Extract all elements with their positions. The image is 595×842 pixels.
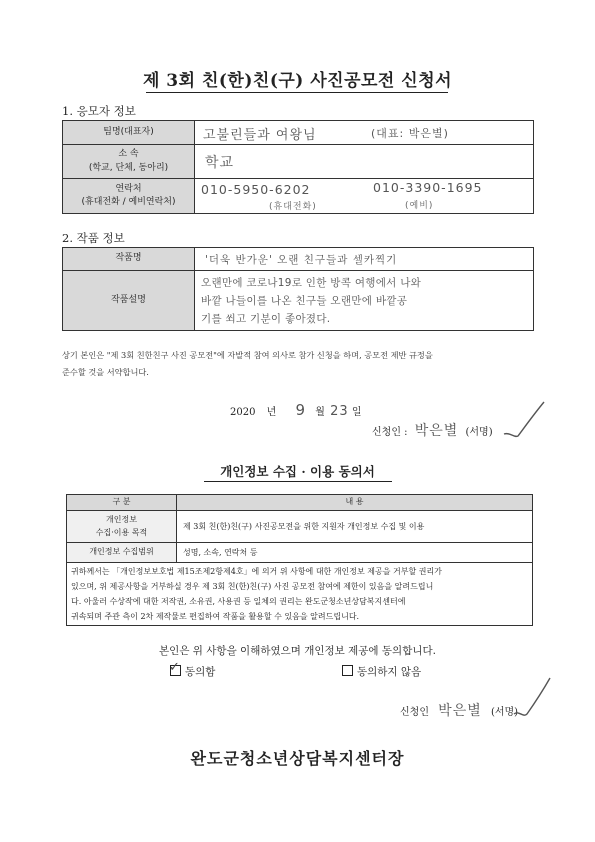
applicant2-seal: (서명) (490, 707, 519, 718)
affiliation-value: 학교 (205, 154, 235, 171)
date-year: 2020 (230, 407, 256, 418)
pledge-line2: 준수할 것을 서약합니다. (62, 367, 149, 377)
team-label: 팀명(대표자) (63, 121, 195, 145)
date-day-unit: 일 (351, 407, 362, 418)
consent-notice (67, 563, 533, 626)
applicant-name[interactable]: 박은별 (414, 423, 459, 439)
work-title-label: 작품명 (63, 248, 195, 271)
team-value: 고불린들과 여왕님 (203, 128, 317, 143)
contact-label-line2: (휴대전화 / 예비연락처) (81, 197, 176, 207)
pledge-statement (62, 347, 542, 381)
disagree-option[interactable] (342, 664, 421, 679)
affiliation-label-line2: (학교, 단체, 동아리) (88, 162, 169, 173)
check-mark-icon: ✓ (169, 660, 180, 675)
date-year-unit: 년 (266, 407, 277, 418)
consent-title: 개인정보 수집 · 이용 동의서 (220, 464, 375, 479)
consent-question: 본인은 위 사항을 이해하였으며 개인정보 제공에 동의합니다. (159, 645, 436, 657)
signature2-stroke-icon (510, 674, 554, 720)
date-month-unit: 월 (315, 407, 325, 418)
consent-row1-value: 제 3회 친(한)친(구) 사진공모전을 위한 지원자 개인정보 수집 및 이용 (177, 511, 533, 543)
affiliation-label-line1: 소 속 (118, 149, 139, 159)
date-day[interactable]: 23 (330, 404, 349, 419)
applicant-info-table (62, 120, 534, 214)
page-title: 제 3회 친(한)친(구) 사진공모전 신청서 (142, 71, 453, 91)
signature-stroke-icon (500, 398, 548, 442)
consent-header-col2: 내 용 (177, 495, 533, 511)
consent-row1-label (67, 511, 177, 543)
notice-line2: 있으며, 위 제공사항을 거부하실 경우 제 3회 친(한)친(구) 사진 공모전 참여에 제한이 있음을 알려드립니 (71, 582, 434, 591)
work-desc-line3: 기를 쐬고 기분이 좋아졌다. (201, 312, 331, 325)
consent-row2-value: 성명, 소속, 연락처 등 (177, 543, 533, 563)
pledge-line1: 상기 본인은 "제 3회 친한친구 사진 공모전"에 자발적 참여 의사로 참가 신청을 하며, 공모전 제반 규정을 (62, 350, 433, 360)
affiliation-value-cell[interactable] (195, 145, 534, 179)
consent-row1-label-line2: 수집·이용 목적 (95, 527, 148, 537)
contact-spare-note: (예비) (405, 201, 434, 211)
consent-header-col1: 구 분 (67, 495, 177, 511)
section2-heading: 2. 작품 정보 (62, 231, 125, 245)
title-underline (146, 92, 448, 93)
work-desc-line2: 바깥 나들이를 나온 친구들 오랜만에 바깥공 (201, 294, 408, 307)
work-info-table (62, 247, 534, 331)
submission-date (230, 401, 362, 419)
contact-label (63, 179, 195, 214)
contact-spare: 010-3390-1695 (373, 180, 483, 195)
work-desc-cell[interactable] (195, 271, 534, 331)
contact-phone-note: (휴대전화) (269, 202, 317, 212)
team-rep: (대표: 박은별) (371, 127, 449, 140)
agree-checkbox[interactable] (169, 660, 181, 676)
disagree-label: 동의하지 않음 (357, 666, 422, 678)
consent-row1-label-line1: 개인정보 (106, 514, 137, 524)
affiliation-label (63, 145, 195, 179)
work-desc-line1: 오랜만에 코로나19로 인한 방콕 여행에서 나와 (201, 276, 422, 289)
team-value-cell[interactable] (195, 121, 534, 145)
contact-phone: 010-5950-6202 (201, 182, 311, 197)
work-title-value: '더욱 반가운' 오랜 친구들과 셀카찍기 (205, 253, 398, 266)
contact-value-cell[interactable] (195, 179, 534, 214)
applicant-signature (372, 420, 493, 440)
consent-row2-label: 개인정보 수집범위 (67, 543, 177, 563)
consent-table (66, 494, 533, 626)
footer-organization: 완도군청소년상담복지센터장 (190, 749, 405, 768)
agree-label: 동의함 (185, 666, 216, 678)
consent-title-underline (204, 481, 392, 482)
notice-line4: 귀속되며 주관 측이 2차 제작물로 편집하여 작품을 활용할 수 있음을 알려드립니다. (71, 612, 360, 621)
applicant2-label: 신청인 (400, 707, 429, 718)
disagree-checkbox[interactable] (342, 665, 353, 676)
applicant2-name[interactable]: 박은별 (438, 703, 482, 719)
applicant-seal: (서명) (465, 427, 493, 438)
applicant2-signature (400, 700, 518, 720)
date-month[interactable]: 9 (295, 401, 307, 419)
agree-option[interactable] (169, 660, 216, 679)
section1-heading: 1. 응모자 정보 (62, 104, 136, 118)
notice-line1: 귀하께서는 「개인정보보호법 제15조제2항제4호」에 의거 위 사항에 대한 개인정보 제공을 거부할 권리가 (71, 567, 442, 576)
notice-line3: 다. 아울러 수상작에 대한 저작권, 소유권, 사용권 등 일체의 권리는 완도군청소년상담복지센터에 (71, 597, 406, 606)
work-desc-label: 작품설명 (63, 271, 195, 331)
work-title-cell[interactable] (195, 248, 534, 271)
contact-label-line1: 연락처 (115, 183, 142, 194)
applicant-label: 신청인 : (372, 427, 408, 438)
